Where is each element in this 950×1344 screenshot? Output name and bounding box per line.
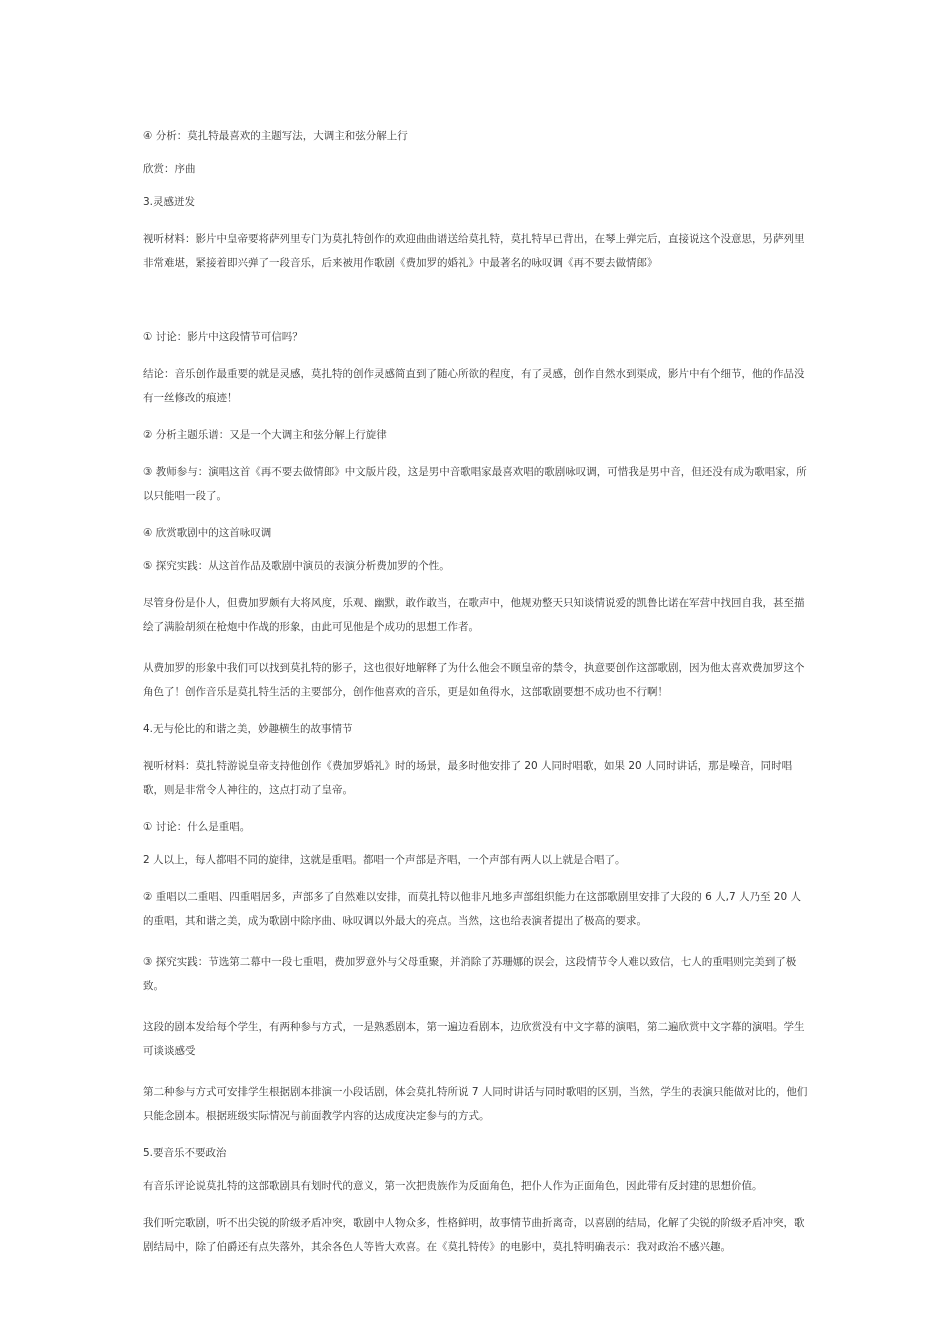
teacher-participation-paragraph: ③ 教师参与：演唱这首《再不要去做情郎》中文版片段，这是男中音歌唱家最喜欢唱的歌剧咏叹调，可惜我是男中音，但还没有成为歌唱家，所以只能唱一段了。: [143, 466, 807, 502]
section-heading-harmony: 4.无与伦比的和谐之美，妙趣横生的故事情节: [143, 723, 353, 735]
aria-listening-paragraph: ④ 欣赏歌剧中的这首咏叹调: [143, 527, 272, 539]
mozart-shadow-paragraph: 从费加罗的形象中我们可以找到莫扎特的影子，这也很好地解释了为什么他会不顾皇帝的禁令，执意要创作这部歌剧，因为他太喜欢费加罗这个角色了！创作音乐是莫扎特生活的主要部分，创作他喜欢的音乐，更是如鱼得水，这部歌剧要想不成功也不行啊！: [143, 662, 805, 698]
emperor-persuasion-paragraph: 视听材料：莫扎特游说皇帝支持他创作《费加罗婚礼》时的场景，最多时他安排了 20 人同时唱歌，如果 20 人同时讲话，那是噪音，同时唱歌，则是非常令人神往的，这点打动了皇帝。: [143, 760, 793, 796]
discussion-ensemble-paragraph: ① 讨论：什么是重唱。: [143, 821, 251, 833]
septet-practice-paragraph: ③ 探究实践：节选第二幕中一段七重唱，费加罗意外与父母重聚，并消除了苏珊娜的误会，这段情节令人难以致信，七人的重唱则完美到了极致。: [143, 956, 797, 992]
document-body: [143, 128, 811, 1259]
analysis-theme-paragraph: ④ 分析：莫扎特最喜欢的主题写法，大调主和弦分解上行: [143, 130, 408, 142]
ensemble-definition-paragraph: 2 人以上，每人都唱不同的旋律，这就是重唱。都唱一个声部是齐唱，一个声部有两人以上就是合唱了。: [143, 854, 626, 866]
video-material-paragraph: 视听材料：影片中皇帝要将萨列里专门为莫扎特创作的欢迎曲曲谱送给莫扎特，莫扎特早已背出，在琴上弹完后，直接说这个没意思，另萨列里非常难堪，紧接着即兴弹了一段音乐，后来被用作歌剧《费加罗的婚礼》中最著名的咏叹调《再不要去做情郎》: [143, 233, 805, 269]
class-conflict-paragraph: 我们听完歌剧，听不出尖锐的阶级矛盾冲突，歌剧中人物众多，性格鲜明，故事情节曲折离奇，以喜剧的结局，化解了尖锐的阶级矛盾冲突，歌剧结局中，除了伯爵还有点失落外，其余各色人等皆大欢喜。在《莫扎特传》的电影中，莫扎特明确表示：我对政治不感兴趣。: [143, 1217, 805, 1253]
analysis-score-paragraph: ② 分析主题乐谱：又是一个大调主和弦分解上行旋律: [143, 429, 387, 441]
drama-participation-paragraph: 第二种参与方式可安排学生根据剧本排演一小段话剧，体会莫扎特所说 7 人同时讲话与同时歌唱的区别，当然，学生的表演只能做对比的，他们只能念剧本。根据班级实际情况与前面教学内容的达成度决定参与的方式。: [143, 1086, 808, 1122]
exploration-practice-paragraph: ⑤ 探究实践：从这首作品及歌剧中演员的表演分析费加罗的个性。: [143, 560, 450, 572]
music-review-paragraph: 有音乐评论说莫扎特的这部歌剧具有划时代的意义，第一次把贵族作为反面角色，把仆人作为正面角色，因此带有反封建的思想价值。: [143, 1180, 763, 1192]
conclusion-paragraph: 结论：音乐创作最重要的就是灵感，莫扎特的创作灵感简直到了随心所欲的程度，有了灵感，创作自然水到渠成，影片中有个细节，他的作品没有一丝修改的痕迹！: [143, 368, 805, 404]
figaro-character-paragraph: 尽管身份是仆人，但费加罗颇有大将风度，乐观、幽默，敢作敢当，在歌声中，他规劝整天只知谈情说爱的凯鲁比诺在军营中找回自我，甚至描绘了满脸胡须在枪炮中作战的形象，由此可见他是个成功的思想工作者。: [143, 597, 805, 633]
overture-listening-paragraph: 欣赏：序曲: [143, 163, 196, 175]
section-heading-politics: 5.要音乐不要政治: [143, 1147, 227, 1159]
discussion-credibility-paragraph: ① 讨论：影片中这段情节可信吗？: [143, 331, 303, 343]
ensemble-harmony-paragraph: ② 重唱以二重唱、四重唱居多，声部多了自然难以安排，而莫扎特以他非凡地多声部组织能力在这部歌剧里安排了大段的 6 人,7 人乃至 20 人的重唱，其和谐之美，成为歌剧中除序曲、咏叹调以外最大的亮点。当然，这也给表演者提出了极高的要求。: [143, 891, 801, 927]
section-heading-inspiration: 3.灵感迸发: [143, 196, 196, 208]
script-participation-paragraph: 这段的剧本发给每个学生，有两种参与方式，一是熟悉剧本，第一遍边看剧本，边欣赏没有中文字幕的演唱，第二遍欣赏中文字幕的演唱。学生可谈谈感受: [143, 1021, 805, 1057]
